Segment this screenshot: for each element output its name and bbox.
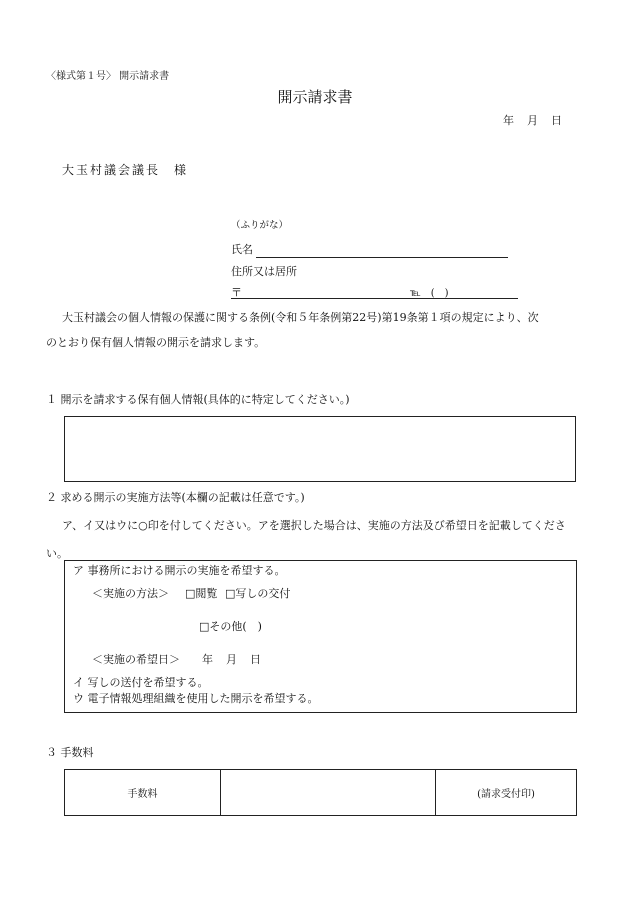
desired-date-label: ＜実施の希望日＞	[92, 653, 180, 666]
section1-heading: １ 開示を請求する保有個人情報(具体的に特定してください。)	[46, 393, 350, 406]
method-label: ＜実施の方法＞	[92, 587, 169, 600]
fee-table	[64, 769, 577, 816]
section2-heading: ２ 求める開示の実施方法等(本欄の記載は任意です。)	[46, 491, 305, 504]
page-title: 開示請求書	[277, 88, 353, 106]
postal-mark: 〒	[231, 286, 242, 299]
desired-date-value[interactable]: 年 月 日	[202, 653, 262, 666]
option-a[interactable]: ア 事務所における開示の実施を希望する。	[73, 564, 286, 577]
name-field-line[interactable]	[256, 257, 508, 258]
stamp-label: (請求受付印)	[436, 770, 577, 816]
section2-instruction-1: ア、イ又はウに○印を付してください。アを選択した場合は、実施の方法及び希望日を記載してくださ	[62, 519, 566, 532]
address-label: 住所又は居所	[231, 265, 297, 278]
furigana-label: （ふりがな）	[231, 220, 289, 231]
intro-line-1: 大玉村議会の個人情報の保護に関する条例(令和５年条例第22号)第19条第１項の規定により、次	[62, 311, 539, 324]
requested-info-box[interactable]	[64, 416, 576, 482]
fee-value[interactable]	[221, 770, 436, 816]
section2-instruction-2: い。	[46, 547, 68, 560]
checkbox-inspection[interactable]: □閲覧	[185, 587, 218, 600]
address-field-line[interactable]	[231, 298, 518, 299]
option-c[interactable]: ウ 電子情報処理組織を使用した開示を希望する。	[73, 692, 319, 705]
addressee: 大玉村議会議長 様	[62, 163, 189, 177]
name-label: 氏名	[231, 243, 253, 256]
checkbox-copy-delivery[interactable]: □写しの交付	[225, 587, 291, 600]
fee-label: 手数料	[65, 770, 221, 816]
tel-label: ℡ ( )	[410, 288, 449, 299]
section3-heading: ３ 手数料	[46, 746, 94, 759]
intro-line-2: のとおり保有個人情報の開示を請求します。	[46, 336, 266, 349]
option-b[interactable]: イ 写しの送付を希望する。	[73, 676, 209, 689]
form-number: 〈様式第１号〉 開示請求書	[46, 71, 170, 82]
checkbox-other[interactable]: □その他( )	[199, 620, 262, 633]
date-line: 年 月 日	[503, 114, 563, 127]
